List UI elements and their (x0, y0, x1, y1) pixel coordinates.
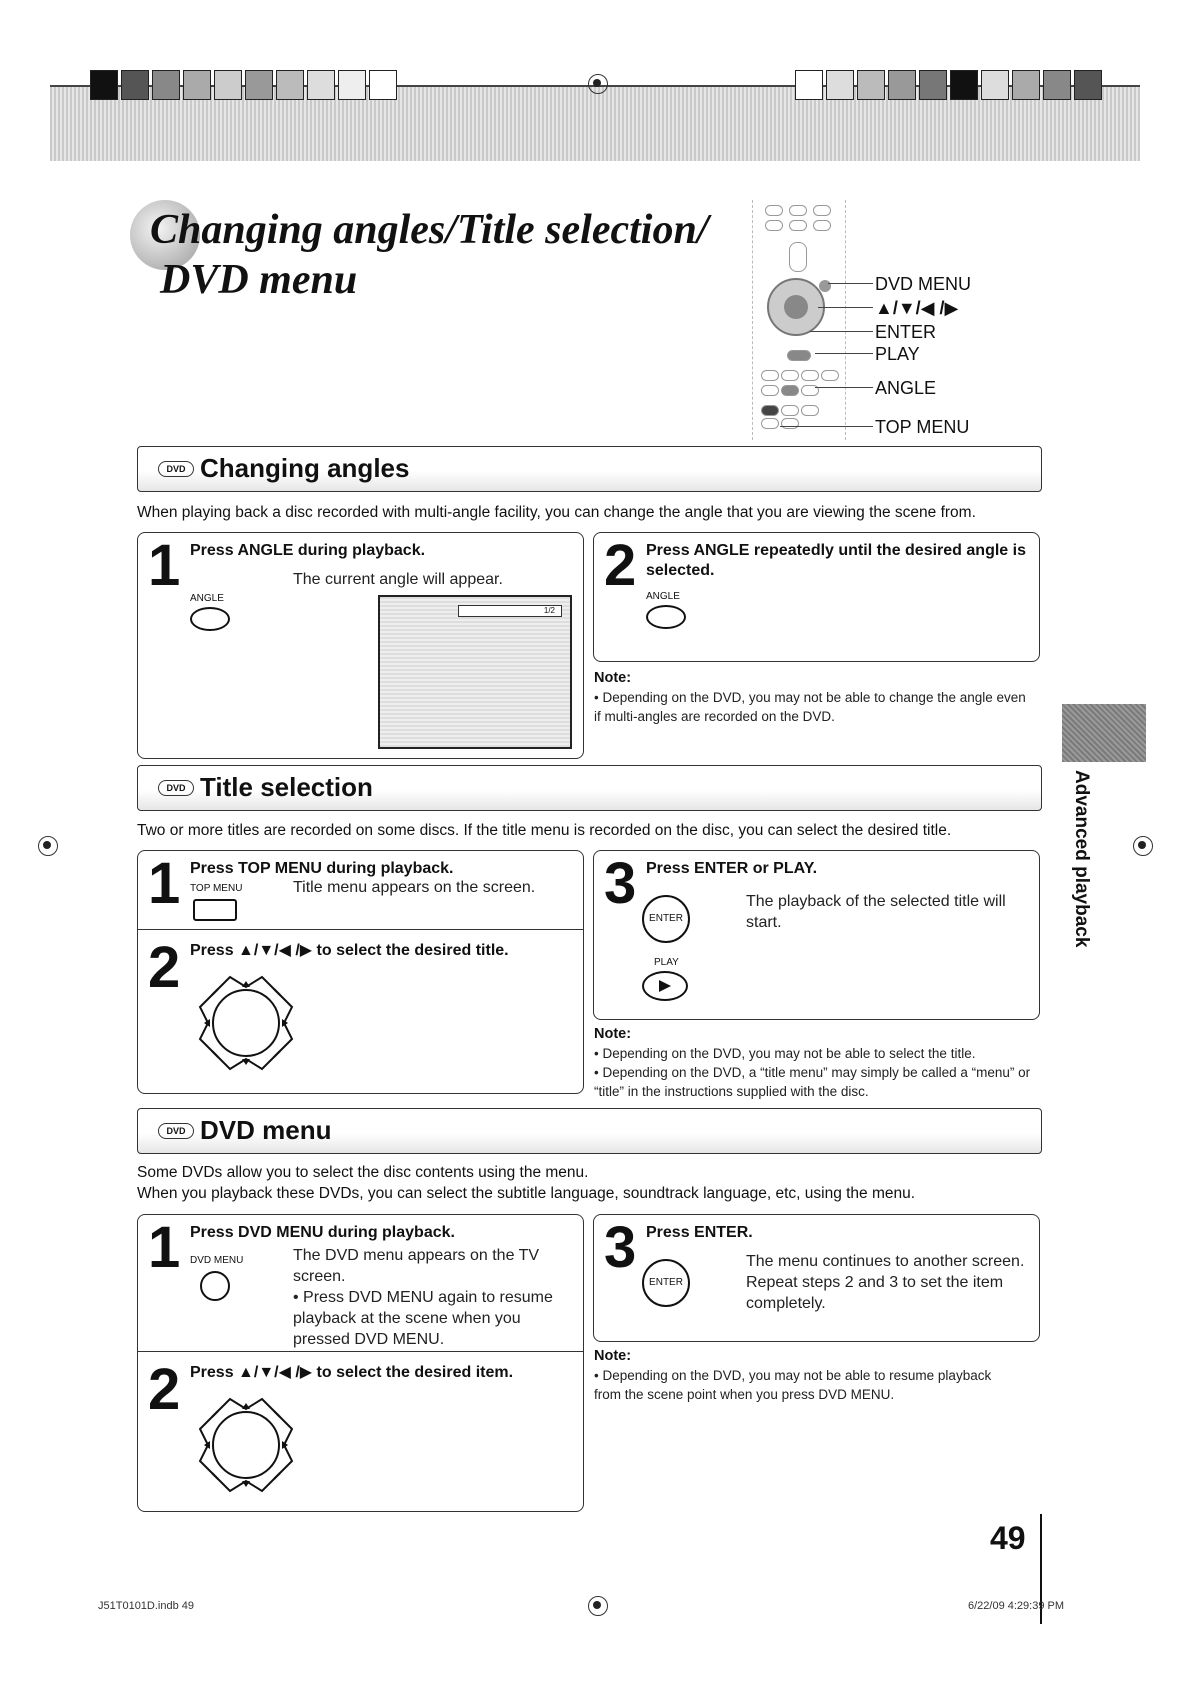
section-header-dvd-menu (137, 1108, 1042, 1154)
remote-label-top-menu: TOP MENU (875, 417, 970, 437)
remote-label-arrows: ▲/▼/◀ /▶ (875, 298, 959, 318)
step-number: 2 (148, 935, 181, 1000)
section-header-title-selection (137, 765, 1042, 811)
top-menu-button-icon (193, 899, 237, 921)
footer-file-info: J51T0101D.indb 49 (98, 1600, 195, 1612)
title-note-1: • Depending on the DVD, you may not be able to select the title. (594, 1046, 976, 1061)
step-number: 3 (604, 851, 637, 916)
step-number: 1 (148, 851, 181, 916)
note-heading: Note: (594, 670, 632, 686)
page-title: Changing angles/Title selection/ DVD menu (150, 207, 709, 303)
title-steps-1-2-box (137, 850, 584, 1094)
title-note-2: • Depending on the DVD, a “title menu” may simply be called a “menu” or “title” in the instructions supplied with the disc. (594, 1065, 1031, 1099)
step-text: The DVD menu appears on the TV screen. (293, 1247, 540, 1285)
section-title: DVD menu (200, 1115, 332, 1145)
dpad-icon (190, 1389, 302, 1501)
angles-step1-box (137, 532, 584, 759)
step-number: 1 (148, 1215, 181, 1280)
step-title: Press ENTER. (646, 1224, 753, 1241)
step-number: 2 (148, 1357, 181, 1422)
dvd-menu-note: • Depending on the DVD, you may not be able to resume playback from the scene point when you press DVD MENU. (594, 1368, 992, 1402)
step-title: Press ▲/▼/◀ /▶ to select the desired title. (190, 942, 509, 959)
section-title: Title selection (200, 772, 373, 802)
step-text: The current angle will appear. (293, 571, 503, 588)
remote-label-angle: ANGLE (875, 378, 937, 398)
title-selection-intro: Two or more titles are recorded on some discs. If the title menu is recorded on the disc, you can select the desired title. (137, 822, 952, 839)
tv-screen-illustration (378, 595, 572, 749)
dvd-menu-step3-box (593, 1214, 1040, 1342)
remote-label-enter: ENTER (875, 322, 937, 342)
remote-control-illustration (752, 200, 846, 440)
dvd-menu-intro-2: When you playback these DVDs, you can select the subtitle language, soundtrack language, etc, using the menu. (137, 1185, 916, 1202)
step-number: 3 (604, 1215, 637, 1280)
page-number: 49 (990, 1520, 1026, 1556)
registration-mark-bottom (588, 1596, 608, 1616)
note-heading: Note: (594, 1348, 632, 1364)
note-heading: Note: (594, 1026, 632, 1042)
dvd-menu-button-label: DVD MENU (190, 1255, 244, 1266)
angle-osd: 1/2 (458, 605, 562, 617)
divider (138, 929, 583, 930)
dpad-icon (190, 967, 302, 1079)
step-title: Press ANGLE repeatedly until the desired angle is selected. (646, 542, 1026, 579)
angles-note: • Depending on the DVD, you may not be able to change the angle even if multi-angles are recorded on the DVD. (594, 690, 1026, 724)
step-title: Press ▲/▼/◀ /▶ to select the desired item. (190, 1364, 514, 1381)
chapter-tab-marker (1062, 704, 1146, 762)
remote-label-play: PLAY (875, 344, 920, 364)
step-text: The menu continues to another screen. Repeat steps 2 and 3 to set the item completely. (746, 1253, 1025, 1312)
angle-button-icon (190, 607, 230, 631)
angle-button-label: ANGLE (646, 591, 680, 602)
section-title: Changing angles (200, 453, 410, 483)
leader-line (828, 283, 873, 284)
step-number: 2 (604, 533, 637, 598)
title-step3-box (593, 850, 1040, 1020)
enter-button-icon: ENTER (642, 1259, 690, 1307)
angle-button-label: ANGLE (190, 593, 224, 604)
dvd-badge: DVD (158, 780, 194, 796)
leader-line (815, 353, 873, 354)
leader-line (815, 387, 873, 388)
remote-label-dvd-menu: DVD MENU (875, 274, 972, 294)
divider (138, 1351, 583, 1352)
enter-button-icon: ENTER (642, 895, 690, 943)
angle-button-icon (646, 605, 686, 629)
registration-mark-right (1133, 836, 1153, 856)
dvd-badge: DVD (158, 461, 194, 477)
angles-step2-box (593, 532, 1040, 662)
footer-date-info: 6/22/09 4:29:39 PM (968, 1600, 1065, 1612)
section-header-changing-angles (137, 446, 1042, 492)
angles-intro: When playing back a disc recorded with multi-angle facility, you can change the angle that you are viewing the scene from. (137, 504, 976, 521)
dvd-menu-steps-1-2-box (137, 1214, 584, 1512)
step-text: Title menu appears on the screen. (293, 879, 536, 896)
step-number: 1 (148, 533, 181, 598)
header-color-bar-right (795, 70, 1102, 98)
dvd-menu-button-icon (200, 1271, 230, 1301)
step-title: Press ENTER or PLAY. (646, 860, 818, 877)
step-text: The playback of the selected title will start. (746, 893, 1006, 931)
chapter-tab-label: Advanced playback (1071, 770, 1092, 948)
step-text: • Press DVD MENU again to resume playback at the scene when you pressed DVD MENU. (293, 1289, 553, 1348)
dvd-badge: DVD (158, 1123, 194, 1139)
play-button-icon (642, 971, 688, 1001)
step-title: Press DVD MENU during playback. (190, 1224, 455, 1241)
registration-mark-top (588, 74, 608, 94)
leader-line (818, 307, 873, 308)
dvd-menu-intro-1: Some DVDs allow you to select the disc contents using the menu. (137, 1164, 589, 1181)
leader-line (810, 331, 873, 332)
play-button-label: PLAY (654, 957, 679, 968)
leader-line (780, 426, 873, 427)
step-title: Press ANGLE during playback. (190, 542, 426, 559)
step-title: Press TOP MENU during playback. (190, 860, 454, 877)
registration-mark-left (38, 836, 58, 856)
top-menu-button-label: TOP MENU (190, 883, 243, 894)
header-color-bar-left (90, 70, 397, 98)
